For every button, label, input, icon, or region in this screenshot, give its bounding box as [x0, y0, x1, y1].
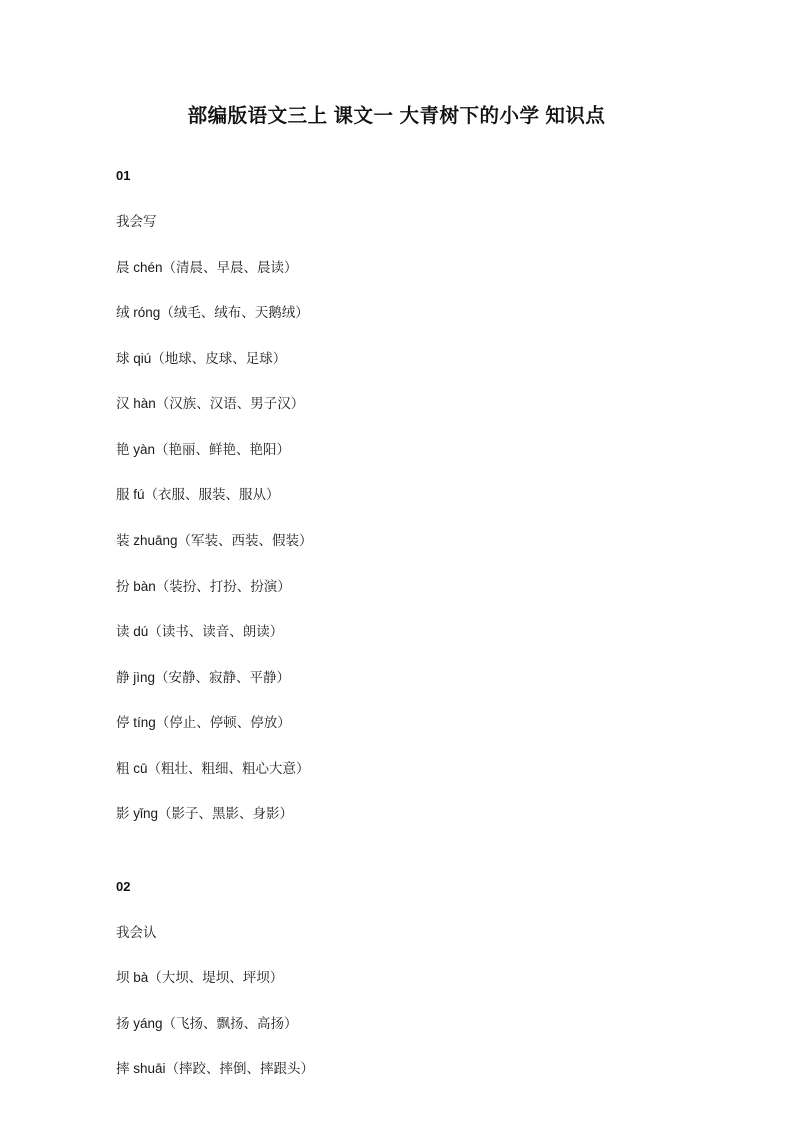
spacer: [116, 686, 721, 714]
list-item: 坝 bà（大坝、堤坝、坪坝）: [116, 970, 284, 986]
section-01: [72, 168, 721, 823]
spacer: [116, 987, 721, 1015]
spacer: [116, 641, 721, 669]
section-label: 我会认: [116, 924, 157, 940]
list-item: 扮 bàn（装扮、打扮、扮演）: [116, 578, 291, 594]
spacer: [116, 1032, 721, 1060]
spacer: [116, 367, 721, 395]
section-number: 01: [116, 168, 131, 184]
spacer: [116, 231, 721, 259]
spacer: [72, 823, 721, 879]
list-item: 粗 cū（粗壮、粗细、粗心大意）: [116, 760, 310, 776]
list-item: 影 yǐng（影子、黑影、身影）: [116, 806, 294, 822]
list-item: 艳 yàn（艳丽、鲜艳、艳阳）: [116, 441, 291, 457]
page-title: 部编版语文三上 课文一 大青树下的小学 知识点: [187, 105, 606, 127]
list-item: 绒 róng（绒毛、绒布、天鹅绒）: [116, 305, 309, 321]
spacer: [116, 413, 721, 441]
spacer: [116, 732, 721, 760]
spacer: [116, 941, 721, 969]
list-item: 停 tíng（停止、停顿、停放）: [116, 715, 291, 731]
spacer: [116, 458, 721, 486]
spacer: [116, 550, 721, 578]
list-item: 摔 shuāi（摔跤、摔倒、摔跟头）: [116, 1061, 315, 1077]
section-number: 02: [116, 878, 131, 894]
spacer: [116, 504, 721, 532]
spacer: [116, 595, 721, 623]
spacer: [116, 896, 721, 924]
list-item: 扬 yáng（飞扬、飘扬、高扬）: [116, 1015, 298, 1031]
spacer: [116, 322, 721, 350]
list-item: 装 zhuāng（军装、西装、假装）: [116, 533, 313, 549]
spacer: [116, 185, 721, 213]
spacer: [116, 777, 721, 805]
spacer: [116, 276, 721, 304]
list-item: 汉 hàn（汉族、汉语、男子汉）: [116, 396, 305, 412]
spacer: [72, 130, 721, 168]
list-item: 读 dú（读书、读音、朗读）: [116, 624, 284, 640]
list-item: 静 jìng（安静、寂静、平静）: [116, 669, 291, 685]
list-item: 晨 chén（清晨、早晨、晨读）: [116, 259, 298, 275]
list-item: 服 fú（衣服、服装、服从）: [116, 487, 280, 503]
section-label: 我会写: [116, 214, 157, 230]
list-item: 球 qiú（地球、皮球、足球）: [116, 350, 287, 366]
section-02: [72, 879, 721, 1078]
